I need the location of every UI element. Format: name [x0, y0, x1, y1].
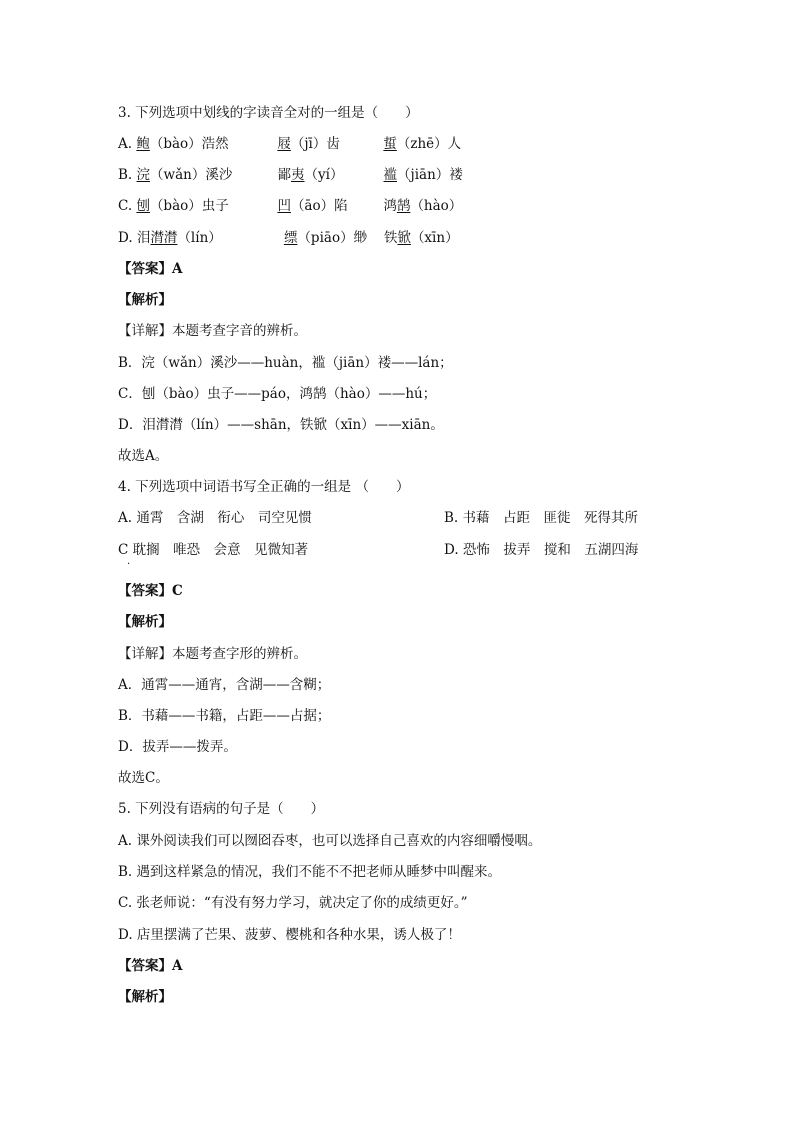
q3-detail-b: B．浣（wǎn）溪沙——huàn，褴（jiān）褛——lán； — [118, 355, 453, 371]
q3-option-d: D. 泪潸潸（lín） 缥（piāo）缈 铁锨（xīn） — [118, 230, 459, 246]
q4-analysis-label: 【解析】 — [118, 614, 172, 630]
q5-stem: 5. 下列没有语病的句子是（ ） — [118, 801, 325, 817]
q3-option-b: B. 浣（wǎn）溪沙 鄙夷（yí） 褴（jiān）褛 — [118, 167, 463, 183]
q4-detail-d: D．拔弄——拨弄。 — [118, 739, 237, 755]
q3-analysis-label: 【解析】 — [118, 292, 172, 308]
q5-option-c: C. 张老师说：“有没有努力学习，就决定了你的成绩更好。” — [118, 895, 468, 911]
q3-option-a: A. 鲍（bào）浩然 屐（jī）齿 蜇（zhē）人 — [118, 136, 462, 152]
q4-option-b: B. 书藉 占距 匪徙 死得其所 — [444, 510, 639, 526]
q3-option-c: C. 刨（bào）虫子 凹（āo）陷 鸿鹄（hào） — [118, 198, 463, 214]
q4-detail: 【详解】本题考查字形的辨析。 — [118, 646, 307, 662]
q4-conclusion: 故选C。 — [118, 770, 169, 786]
q5-answer: 【答案】A — [118, 958, 183, 974]
q5-option-d: D. 店里摆满了芒果、菠萝、樱桃和各种水果，诱人极了！ — [118, 927, 461, 943]
q3-detail: 【详解】本题考查字音的辨析。 — [118, 323, 307, 339]
q4-option-a: A. 通霄 含湖 衔心 司空见惯 — [118, 510, 312, 526]
q4-option-c: C 耽搁 唯恐 会意 见微知著 — [118, 542, 309, 558]
q4-option-d: D. 恐怖 拔弄 搅和 五湖四海 — [444, 542, 639, 558]
q4-stem: 4. 下列选项中词语书写全正确的一组是 （ ） — [118, 479, 410, 495]
q4-answer: 【答案】C — [118, 583, 183, 599]
q3-conclusion: 故选A。 — [118, 448, 169, 464]
q3-detail-d: D．泪潸潸（lín）——shān，铁锨（xīn）——xiān。 — [118, 417, 444, 433]
q4-detail-b: B．书藉——书籍，占距——占据； — [118, 708, 331, 724]
q5-option-b: B. 遇到这样紧急的情况，我们不能不不把老师从睡梦中叫醒来。 — [118, 864, 502, 880]
q5-analysis-label: 【解析】 — [118, 989, 172, 1005]
q3-answer: 【答案】A — [118, 261, 183, 277]
q5-option-a: A. 课外阅读我们可以囫囵吞枣，也可以选择自己喜欢的内容细嚼慢咽。 — [118, 833, 542, 849]
q3-detail-c: C．刨（bào）虫子——páo，鸿鹄（hào）——hú； — [118, 386, 437, 402]
stray-dot: · — [127, 559, 131, 570]
q3-stem: 3. 下列选项中划线的字读音全对的一组是（ ） — [118, 105, 419, 121]
q4-detail-a: A．通霄——通宵，含湖——含糊； — [118, 677, 331, 693]
